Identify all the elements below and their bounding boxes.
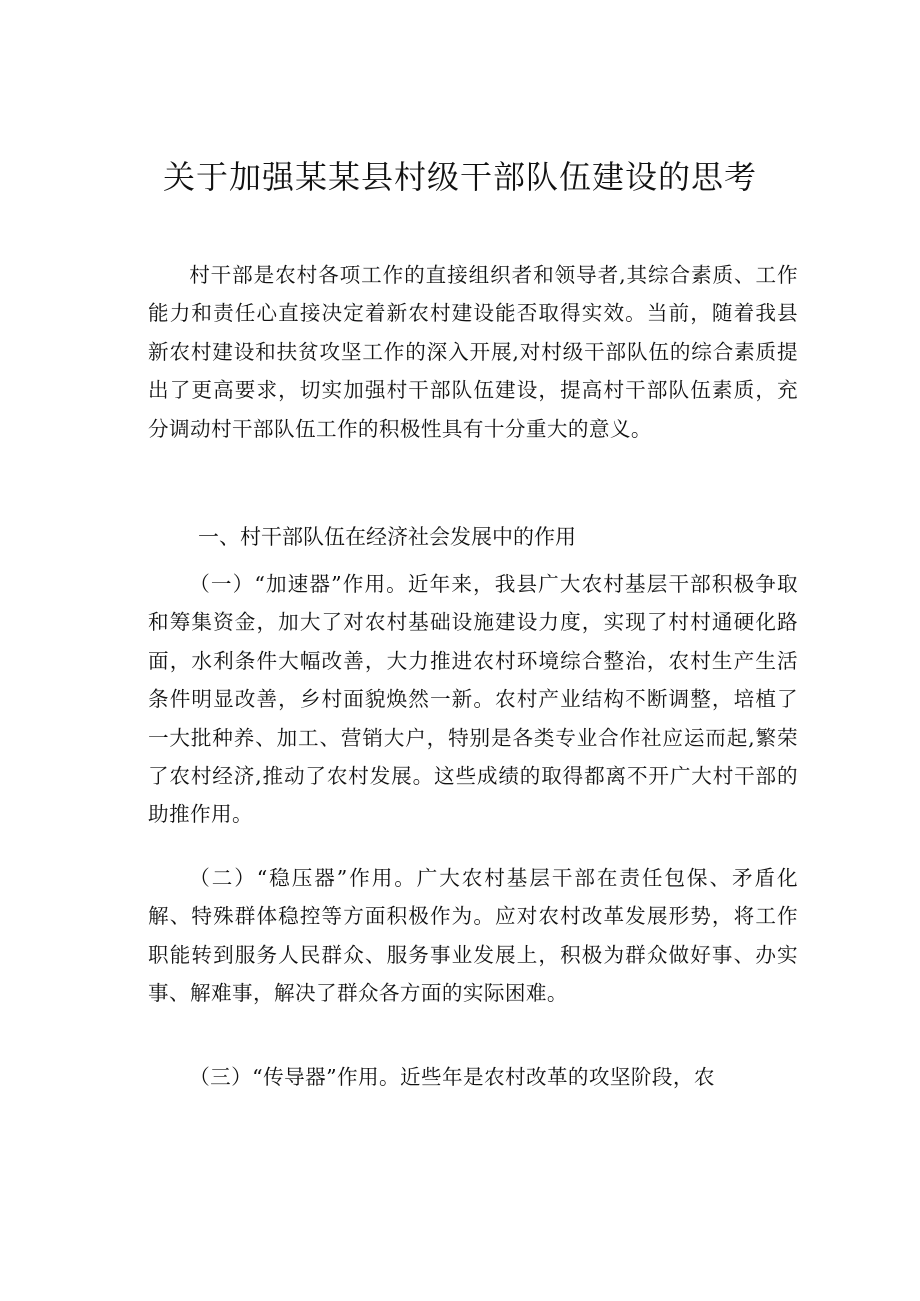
subsection-paragraph-1: （一）“加速器”作用。近年来，我县广大农村基层干部积极争取和筹集资金，加大了对农村基础设施建设力度，实现了村村通硬化路面，水利条件大幅改善，大力推进农村环境综合整治，农村生产生活条件明显改善，乡村面貌焕然一新。农村产业结构不断调整，培植了一大批种养、加工、营销大户，特别是各类专业合作社应运而起,繁荣了农村经济,推动了农村发展。这些成绩的取得都离不开广大村干部的助推作用。 — [148, 572, 798, 827]
section-heading: 一、村干部队伍在经济社会发展中的作用 — [198, 525, 576, 549]
intro-paragraph: 村干部是农村各项工作的直接组织者和领导者,其综合素质、工作能力和责任心直接决定着新农村建设能否取得实效。当前，随着我县新农村建设和扶贫攻坚工作的深入开展,对村级干部队伍的综合素质提出了更高要求，切实加强村干部队伍建设，提高村干部队伍素质，充分调动村干部队伍工作的积极性具有十分重大的意义。 — [148, 263, 798, 441]
subsection-paragraph-3: （三）“传导器”作用。近些年是农村改革的攻坚阶段，农 — [189, 1065, 715, 1089]
document-title: 关于加强某某县村级干部队伍建设的思考 — [162, 158, 757, 196]
subsection-paragraph-2: （二）“稳压器”作用。广大农村基层干部在责任包保、矛盾化解、特殊群体稳控等方面积极作为。应对农村改革发展形势，将工作职能转到服务人民群众、服务事业发展上，积极为群众做好事、办实事、解难事，解决了群众各方面的实际困难。 — [148, 866, 798, 1006]
